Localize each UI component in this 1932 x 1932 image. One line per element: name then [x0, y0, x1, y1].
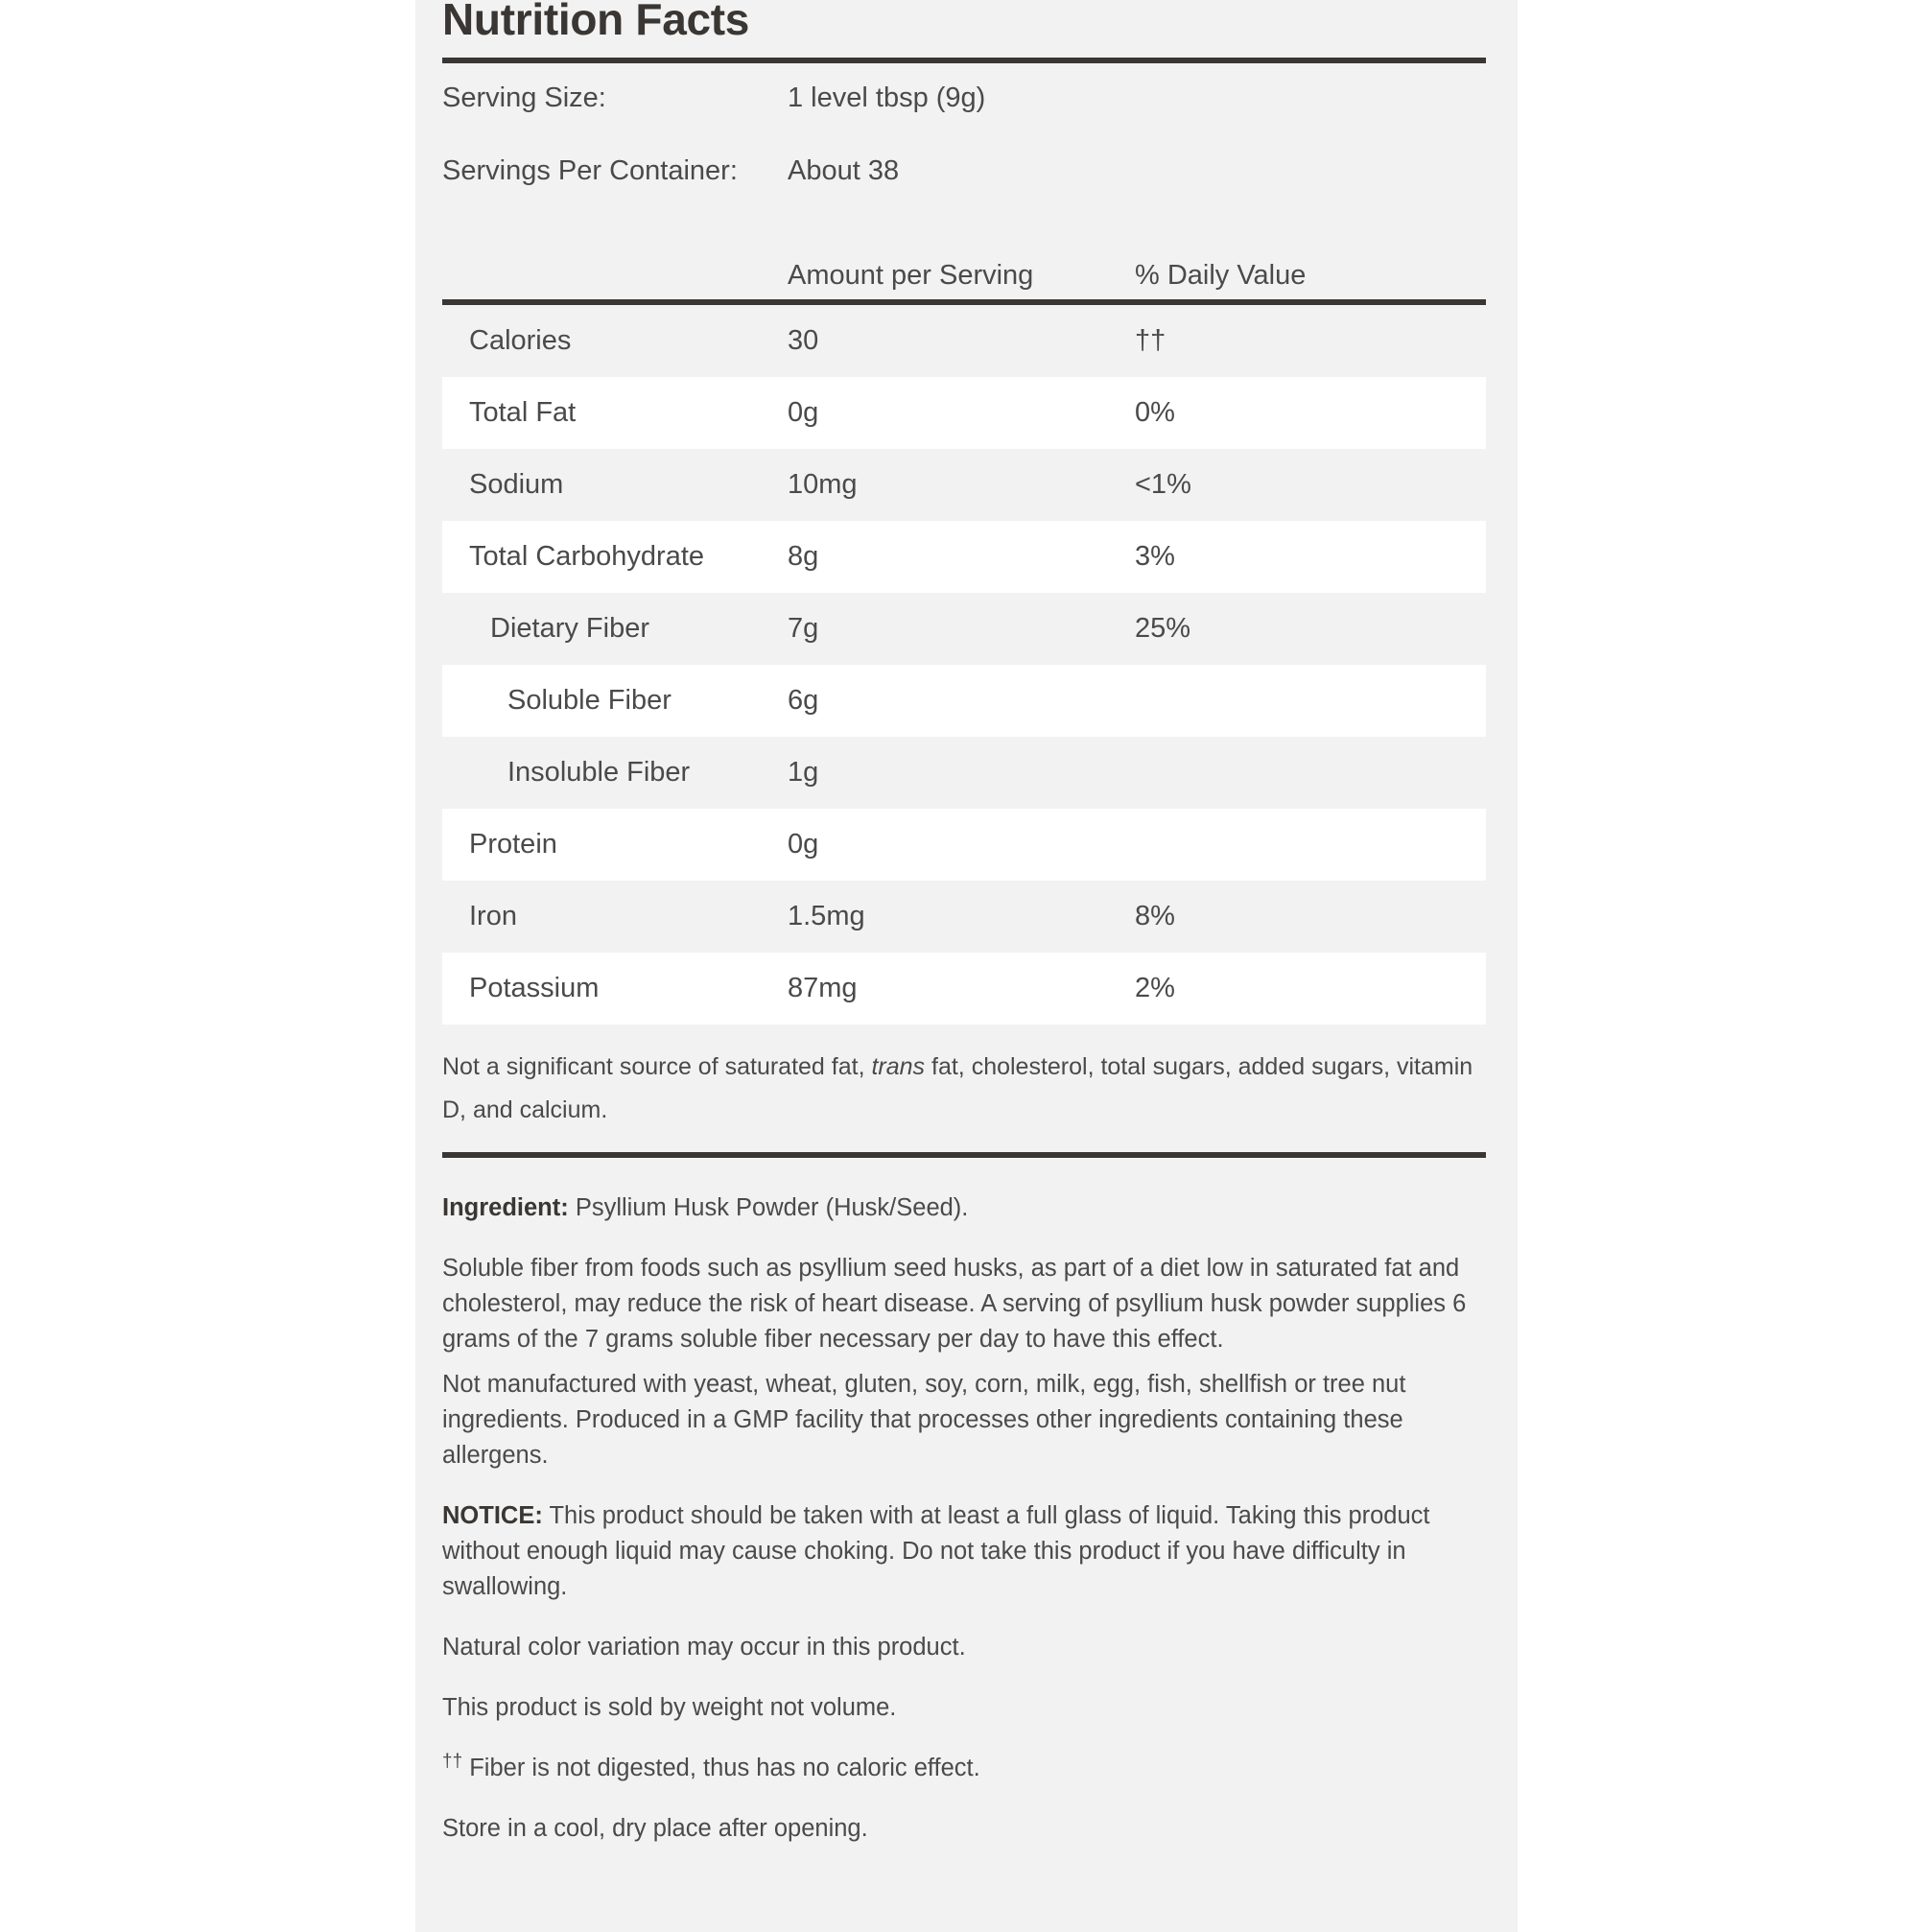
- footnote-after: fat, cholesterol, total sugars, added sugars, vitamin D, and calcium.: [442, 1053, 1473, 1123]
- nutrient-table: [442, 305, 1486, 1025]
- footnote-before: Not a significant source of saturated fat,: [442, 1053, 872, 1081]
- nutrient-amount: 0g: [788, 397, 819, 429]
- notice-paragraph: [442, 1498, 1486, 1605]
- nutrient-name: Protein: [469, 829, 557, 860]
- nutrient-name: Total Fat: [469, 397, 577, 429]
- color-variation-paragraph: Natural color variation may occur in this product.: [442, 1633, 966, 1661]
- allergen-paragraph: Not manufactured with yeast, wheat, gluten, soy, corn, milk, egg, fish, shellfish or tree nut ingredients. Produced in a GMP facility that processes other ingredients containing these allergens.: [442, 1370, 1406, 1469]
- nutrient-daily-value: 3%: [1135, 541, 1175, 573]
- nutrient-amount: 6g: [788, 685, 819, 717]
- ingredient-paragraph: [442, 1190, 1486, 1226]
- table-column-headers: [442, 217, 1486, 292]
- double-dagger-symbol: ††: [442, 1751, 463, 1772]
- nutrient-name: Soluble Fiber: [507, 685, 671, 717]
- nutrient-daily-value: 8%: [1135, 901, 1175, 932]
- column-header-amount: Amount per Serving: [788, 260, 1034, 292]
- nutrient-daily-value: ††: [1135, 325, 1166, 357]
- nutrient-amount: 10mg: [788, 469, 858, 501]
- nutrient-name: Sodium: [469, 469, 564, 501]
- sold-by-weight-paragraph: This product is sold by weight not volume.: [442, 1693, 897, 1721]
- table-row: [442, 521, 1486, 593]
- table-row: [442, 449, 1486, 521]
- table-row: [442, 593, 1486, 665]
- footnote-italic-trans: trans: [871, 1053, 926, 1081]
- column-header-daily-value: % Daily Value: [1135, 260, 1307, 292]
- notice-label: NOTICE:: [442, 1501, 543, 1529]
- ingredient-label: Ingredient:: [442, 1194, 569, 1222]
- nutrient-name: Dietary Fiber: [490, 613, 649, 645]
- table-row: [442, 665, 1486, 737]
- servings-per-container-label: Servings Per Container:: [442, 154, 738, 186]
- nutrient-amount: 8g: [788, 541, 819, 573]
- table-row: [442, 809, 1486, 881]
- serving-size-row: [442, 71, 1486, 125]
- notice-text: This product should be taken with at least a full glass of liquid. Taking this product without enough liquid may cause choking. Do not take this product if you have difficulty in swallowing.: [442, 1501, 1430, 1600]
- nutrition-facts-panel: [415, 0, 1518, 1932]
- servings-per-container-row: [442, 125, 1486, 217]
- nutrient-amount: 1.5mg: [788, 901, 865, 932]
- nutrient-name: Potassium: [469, 973, 600, 1004]
- nutrient-name: Iron: [469, 901, 517, 932]
- table-row: [442, 305, 1486, 377]
- nutrient-amount: 7g: [788, 613, 819, 645]
- nutrient-name: Calories: [469, 325, 572, 357]
- ingredient-text: Psyllium Husk Powder (Husk/Seed).: [568, 1194, 969, 1222]
- page-title: Nutrition Facts: [442, 0, 750, 44]
- servings-per-container-value: About 38: [788, 154, 900, 186]
- serving-size-value: 1 level tbsp (9g): [788, 82, 986, 113]
- table-row: [442, 377, 1486, 449]
- nutrient-daily-value: 0%: [1135, 397, 1175, 429]
- table-row: [442, 953, 1486, 1025]
- dagger-footnote-paragraph: [442, 1751, 1486, 1786]
- health-claim-paragraph: Soluble fiber from foods such as psyllium seed husks, as part of a diet low in saturated fat and cholesterol, may reduce the risk of heart disease. A serving of psyllium husk powder supplies 6 grams of the 7 grams soluble fiber necessary per day to have this effect.: [442, 1255, 1467, 1354]
- nutrient-name: Total Carbohydrate: [469, 541, 705, 573]
- serving-size-label: Serving Size:: [442, 82, 606, 113]
- nutrient-amount: 30: [788, 325, 819, 357]
- product-info-section: [442, 1158, 1486, 1847]
- table-row: [442, 737, 1486, 809]
- nutrient-daily-value: 2%: [1135, 973, 1175, 1004]
- table-footnote: [442, 1025, 1486, 1131]
- nutrient-amount: 87mg: [788, 973, 858, 1004]
- dagger-footnote-text: Fiber is not digested, thus has no caloric effect.: [462, 1754, 980, 1781]
- storage-paragraph: Store in a cool, dry place after opening.: [442, 1814, 868, 1842]
- nutrient-daily-value: 25%: [1135, 613, 1191, 645]
- nutrient-name: Insoluble Fiber: [507, 757, 691, 789]
- nutrient-amount: 0g: [788, 829, 819, 860]
- table-row: [442, 881, 1486, 953]
- nutrient-daily-value: <1%: [1135, 469, 1191, 501]
- serving-info: [442, 63, 1486, 217]
- nutrient-amount: 1g: [788, 757, 819, 789]
